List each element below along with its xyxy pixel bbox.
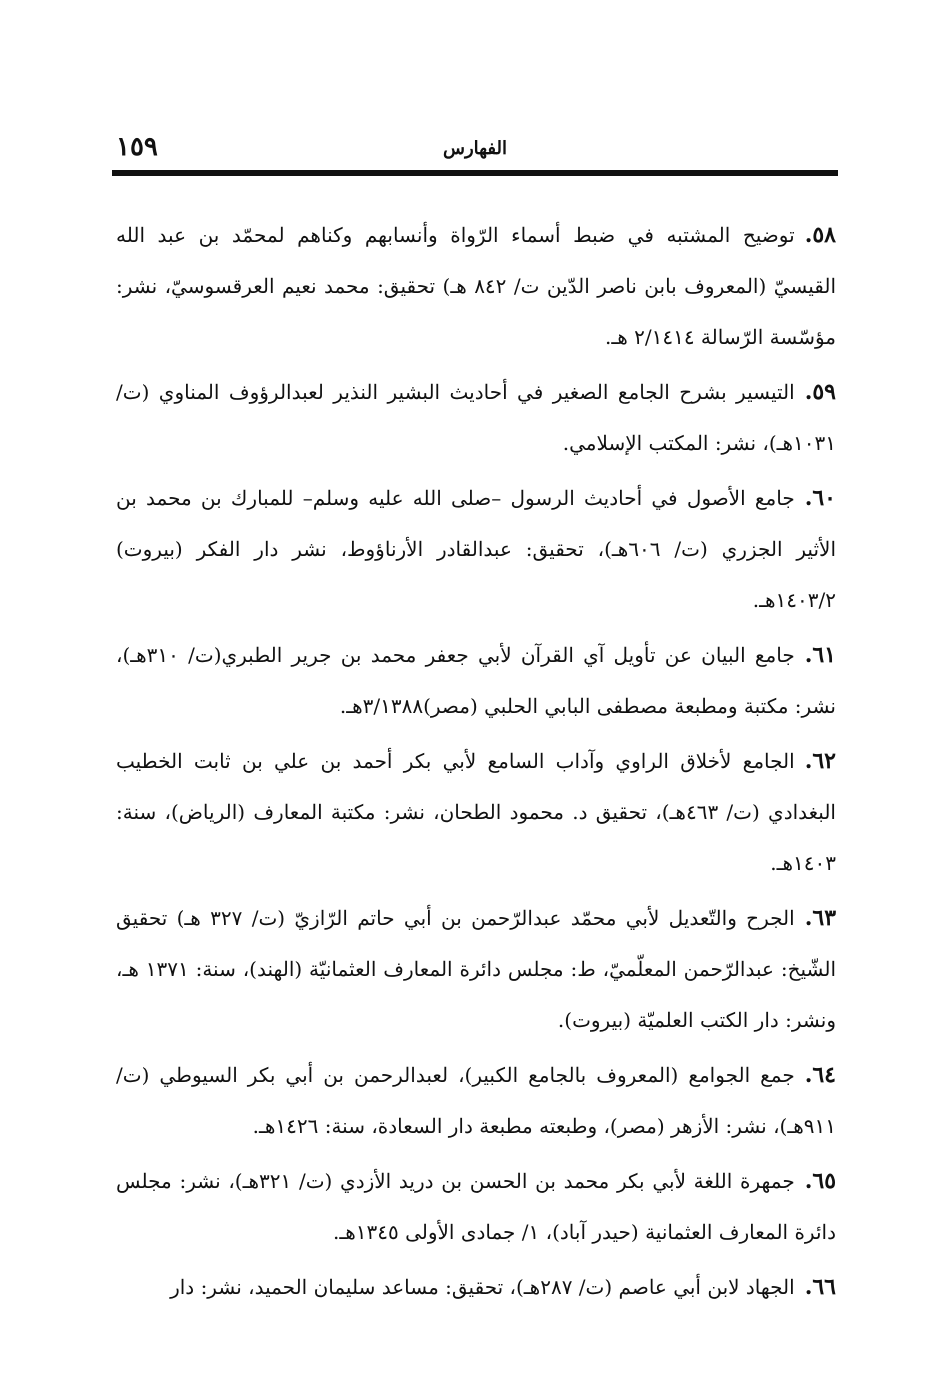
- entry-text: جامع الأصول في أحاديث الرسول –صلى الله عليه وسلم– للمبارك بن محمد بن الأثير الجزري (ت/ ٦٠٦هـ)، تحقيق: عبدالقادر الأرناؤوط، نشر دار الفكر (بيروت) ١٤٠٣/٢هـ.: [116, 486, 837, 612]
- bibliography-entry: [116, 473, 836, 626]
- header-rule: [112, 170, 838, 176]
- entry-number: ٦٥.: [804, 1168, 837, 1194]
- bibliography-entry: [116, 630, 836, 732]
- entry-text: جامع البيان عن تأويل آي القرآن لأبي جعفر محمد بن جرير الطبري(ت/ ٣١٠هـ)، نشر: مكتبة ومطبعة مصطفى البابي الحلبي (مصر)٣/١٣٨٨هـ.: [116, 643, 836, 718]
- page-number: ١٥٩: [116, 132, 158, 162]
- entry-text: التيسير بشرح الجامع الصغير في أحاديث البشير النذير لعبدالرؤوف المناوي (ت/ ١٠٣١هـ)، نشر: المكتب الإسلامي.: [116, 380, 836, 455]
- bibliography-entry: [116, 893, 836, 1046]
- entry-number: ٦٦.: [804, 1274, 836, 1300]
- entry-number: ٦١.: [804, 642, 836, 668]
- bibliography-entry: [116, 736, 836, 889]
- running-title: الفهارس: [442, 138, 508, 159]
- entry-number: ٥٩.: [804, 379, 836, 405]
- bibliography-entry: [116, 1262, 836, 1313]
- bibliography-list: [116, 210, 836, 1317]
- bibliography-entry: [116, 1156, 836, 1258]
- entry-number: ٦٢.: [804, 748, 836, 774]
- entry-number: ٦٣.: [804, 905, 837, 931]
- page-header: [112, 132, 838, 168]
- entry-number: ٦٠.: [804, 485, 836, 511]
- entry-text: توضيح المشتبه في ضبط أسماء الرّواة وأنسابهم وكناهم لمحمّد بن عبد الله القيسيّ (المعروف بابن ناصر الدّين ت/ ٨٤٢ هـ) تحقيق: محمد نعيم العرقسوسيّ، نشر: مؤسّسة الرّسالة ٢/١٤١٤ هـ.: [116, 223, 837, 349]
- entry-text: جمع الجوامع (المعروف بالجامع الكبير)، لعبدالرحمن بن أبي بكر السيوطي (ت/ ٩١١هـ)، نشر: الأزهر (مصر)، وطبعته مطبعة دار السعادة، سنة: ١٤٢٦هـ.: [116, 1063, 836, 1138]
- bibliography-entry: [116, 1050, 836, 1152]
- entry-number: ٥٨.: [804, 222, 836, 248]
- entry-number: ٦٤.: [804, 1062, 836, 1088]
- bibliography-entry: [116, 367, 836, 469]
- entry-text: الجهاد لابن أبي عاصم (ت/ ٢٨٧هـ)، تحقيق: مساعد سليمان الحميد، نشر: دار: [170, 1275, 795, 1299]
- entry-text: جمهرة اللغة لأبي بكر محمد بن الحسن بن دريد الأزدي (ت/ ٣٢١هـ)، نشر: مجلس دائرة المعارف العثمانية (حيدر آباد)، ١/ جمادى الأولى ١٣٤٥هـ.: [116, 1169, 836, 1244]
- entry-text: الجامع لأخلاق الراوي وآداب السامع لأبي بكر أحمد بن علي بن ثابت الخطيب البغدادي (ت/ ٤٦٣هـ)، تحقيق د. محمود الطحان، نشر: مكتبة المعارف (الرياض)، سنة: ١٤٠٣هـ.: [116, 749, 836, 875]
- entry-text: الجرح والتّعديل لأبي محمّد عبدالرّحمن بن أبي حاتم الرّازيّ (ت/ ٣٢٧ هـ) تحقيق الشّيخ: عبدالرّحمن المعلّميّ، ط: مجلس دائرة المعارف العثمانيّة (الهند)، سنة: ١٣٧١ هـ، ونشر: دار الكتب العلميّة (بيروت).: [116, 906, 837, 1032]
- bibliography-entry: [116, 210, 836, 363]
